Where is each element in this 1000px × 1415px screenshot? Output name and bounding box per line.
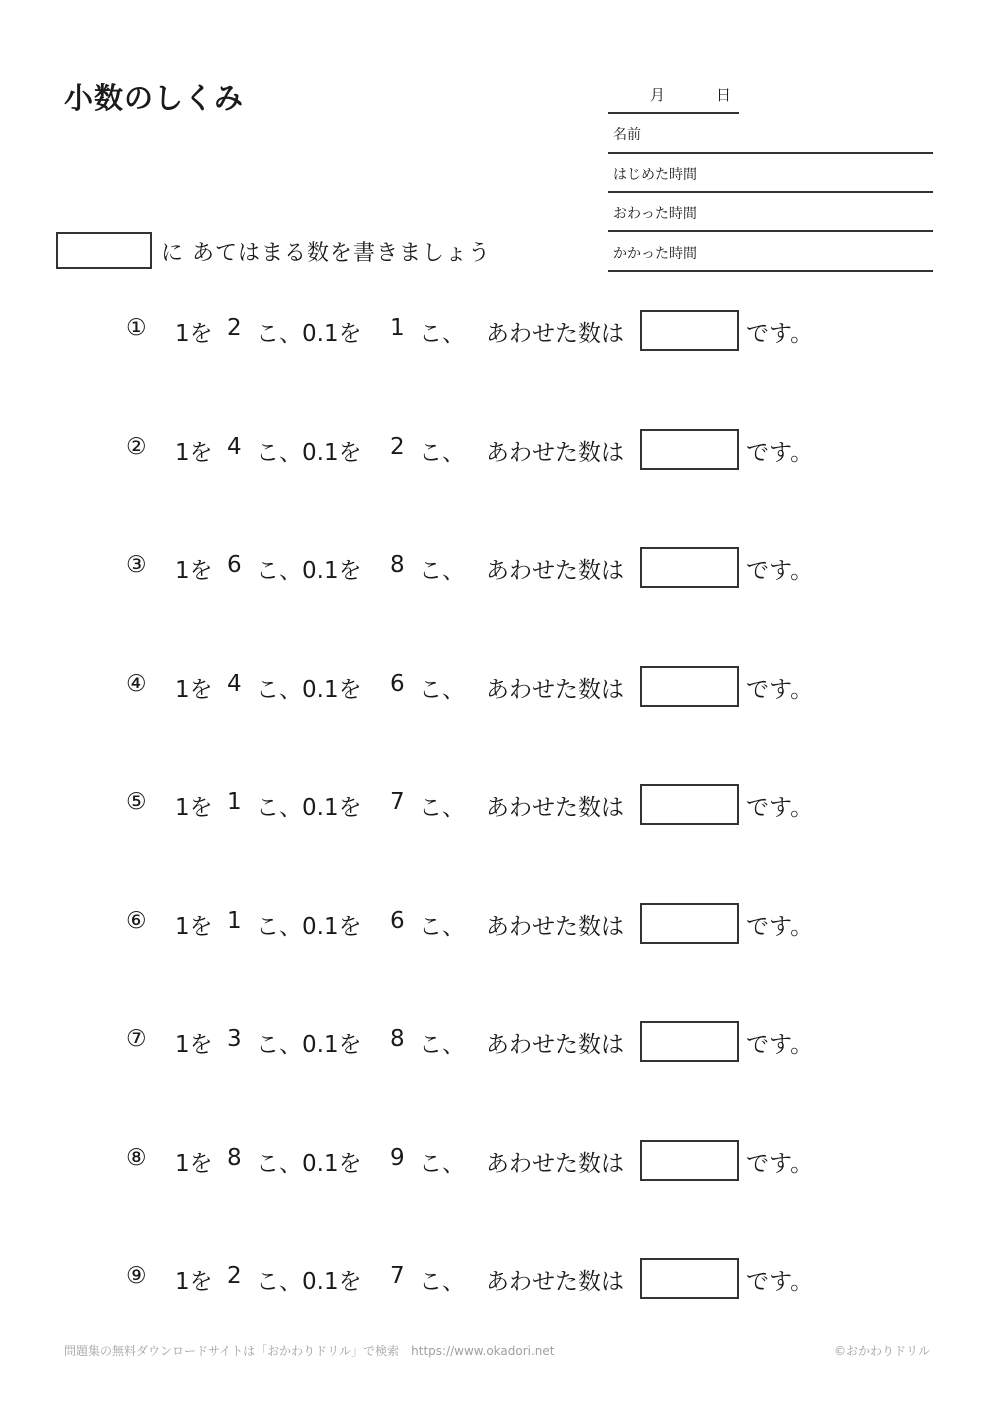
elapsed-time-label: かかった時間 — [613, 246, 697, 262]
ones-phrase: 1を — [175, 1269, 213, 1295]
ones-phrase: 1を — [175, 1151, 213, 1177]
question-number: ⑧ — [126, 1145, 147, 1171]
desu-suffix: です。 — [746, 1269, 814, 1295]
ones-phrase: 1を — [175, 440, 213, 466]
question-row — [0, 547, 1000, 589]
desu-suffix: です。 — [746, 440, 814, 466]
answer-box[interactable] — [640, 666, 739, 707]
unit-ko: こ、 — [419, 677, 465, 703]
desu-suffix: です。 — [746, 558, 814, 584]
desu-suffix: です。 — [746, 321, 814, 347]
question-row — [0, 1258, 1000, 1300]
tenths-count: 8 — [390, 552, 405, 578]
question-row — [0, 1140, 1000, 1182]
question-number: ⑤ — [126, 789, 147, 815]
tenths-phrase: 0.1を — [302, 795, 362, 821]
answer-box[interactable] — [640, 784, 739, 825]
tenths-count: 2 — [390, 434, 405, 460]
combined-phrase: あわせた数は — [486, 795, 624, 821]
combined-phrase: あわせた数は — [486, 677, 624, 703]
unit-ko: こ、 — [419, 1151, 465, 1177]
tenths-count: 9 — [390, 1145, 405, 1171]
combined-phrase: あわせた数は — [486, 558, 624, 584]
question-row — [0, 429, 1000, 471]
tenths-count: 6 — [390, 908, 405, 934]
tenths-phrase: 0.1を — [302, 1269, 362, 1295]
combined-phrase: あわせた数は — [486, 1032, 624, 1058]
desu-suffix: です。 — [746, 1151, 814, 1177]
combined-phrase: あわせた数は — [486, 1151, 624, 1177]
unit-ko: こ、 — [256, 558, 302, 584]
question-number: ⑨ — [126, 1263, 147, 1289]
ones-phrase: 1を — [175, 795, 213, 821]
answer-box[interactable] — [640, 1140, 739, 1181]
combined-phrase: あわせた数は — [486, 1269, 624, 1295]
answer-box[interactable] — [640, 310, 739, 351]
end-time-label: おわった時間 — [613, 206, 697, 222]
elapsed-time-field[interactable] — [608, 232, 933, 272]
tenths-count: 7 — [390, 1263, 405, 1289]
answer-box[interactable] — [640, 903, 739, 944]
tenths-count: 1 — [390, 315, 405, 341]
ones-count: 2 — [227, 315, 242, 341]
ones-phrase: 1を — [175, 558, 213, 584]
unit-ko: こ、 — [419, 321, 465, 347]
ones-phrase: 1を — [175, 677, 213, 703]
tenths-count: 6 — [390, 671, 405, 697]
tenths-phrase: 0.1を — [302, 1032, 362, 1058]
desu-suffix: です。 — [746, 795, 814, 821]
question-row — [0, 903, 1000, 945]
answer-box[interactable] — [640, 547, 739, 588]
ones-phrase: 1を — [175, 914, 213, 940]
example-answer-box — [56, 232, 152, 269]
tenths-phrase: 0.1を — [302, 440, 362, 466]
desu-suffix: です。 — [746, 677, 814, 703]
tenths-phrase: 0.1を — [302, 914, 362, 940]
unit-ko: こ、 — [256, 440, 302, 466]
question-row — [0, 784, 1000, 826]
end-time-field[interactable] — [608, 192, 933, 232]
footer-copyright: ©おかわりドリル — [833, 1344, 930, 1358]
unit-ko: こ、 — [256, 321, 302, 347]
unit-ko: こ、 — [256, 1151, 302, 1177]
date-field[interactable] — [608, 74, 739, 114]
unit-ko: こ、 — [256, 1269, 302, 1295]
ones-phrase: 1を — [175, 1032, 213, 1058]
ones-count: 8 — [227, 1145, 242, 1171]
tenths-phrase: 0.1を — [302, 1151, 362, 1177]
question-number: ② — [126, 434, 147, 460]
unit-ko: こ、 — [419, 914, 465, 940]
question-number: ① — [126, 315, 147, 341]
instruction-text: に あてはまる数を書きましょう — [161, 241, 491, 266]
combined-phrase: あわせた数は — [486, 321, 624, 347]
unit-ko: こ、 — [419, 1269, 465, 1295]
question-row — [0, 310, 1000, 352]
ones-count: 1 — [227, 908, 242, 934]
combined-phrase: あわせた数は — [486, 440, 624, 466]
ones-count: 3 — [227, 1026, 242, 1052]
start-time-field[interactable] — [608, 153, 933, 193]
name-label: 名前 — [613, 127, 641, 143]
ones-count: 2 — [227, 1263, 242, 1289]
day-label: 日 — [716, 86, 732, 104]
unit-ko: こ、 — [419, 795, 465, 821]
unit-ko: こ、 — [419, 558, 465, 584]
start-time-label: はじめた時間 — [613, 167, 697, 183]
question-number: ⑥ — [126, 908, 147, 934]
ones-count: 6 — [227, 552, 242, 578]
unit-ko: こ、 — [419, 1032, 465, 1058]
unit-ko: こ、 — [256, 914, 302, 940]
desu-suffix: です。 — [746, 914, 814, 940]
question-number: ③ — [126, 552, 147, 578]
ones-phrase: 1を — [175, 321, 213, 347]
answer-box[interactable] — [640, 1021, 739, 1062]
desu-suffix: です。 — [746, 1032, 814, 1058]
footer-site-note: 問題集の無料ダウンロードサイトは「おかわりドリル」で検索 https://www.okadori.net — [64, 1344, 555, 1358]
tenths-count: 7 — [390, 789, 405, 815]
tenths-count: 8 — [390, 1026, 405, 1052]
tenths-phrase: 0.1を — [302, 321, 362, 347]
answer-box[interactable] — [640, 429, 739, 470]
name-field[interactable] — [608, 114, 933, 154]
question-row — [0, 1021, 1000, 1063]
question-number: ⑦ — [126, 1026, 147, 1052]
tenths-phrase: 0.1を — [302, 558, 362, 584]
unit-ko: こ、 — [419, 440, 465, 466]
unit-ko: こ、 — [256, 677, 302, 703]
question-number: ④ — [126, 671, 147, 697]
unit-ko: こ、 — [256, 795, 302, 821]
question-row — [0, 666, 1000, 708]
ones-count: 4 — [227, 671, 242, 697]
page-title: 小数のしくみ — [64, 81, 245, 115]
ones-count: 4 — [227, 434, 242, 460]
unit-ko: こ、 — [256, 1032, 302, 1058]
month-label: 月 — [650, 86, 666, 104]
combined-phrase: あわせた数は — [486, 914, 624, 940]
tenths-phrase: 0.1を — [302, 677, 362, 703]
answer-box[interactable] — [640, 1258, 739, 1299]
ones-count: 1 — [227, 789, 242, 815]
